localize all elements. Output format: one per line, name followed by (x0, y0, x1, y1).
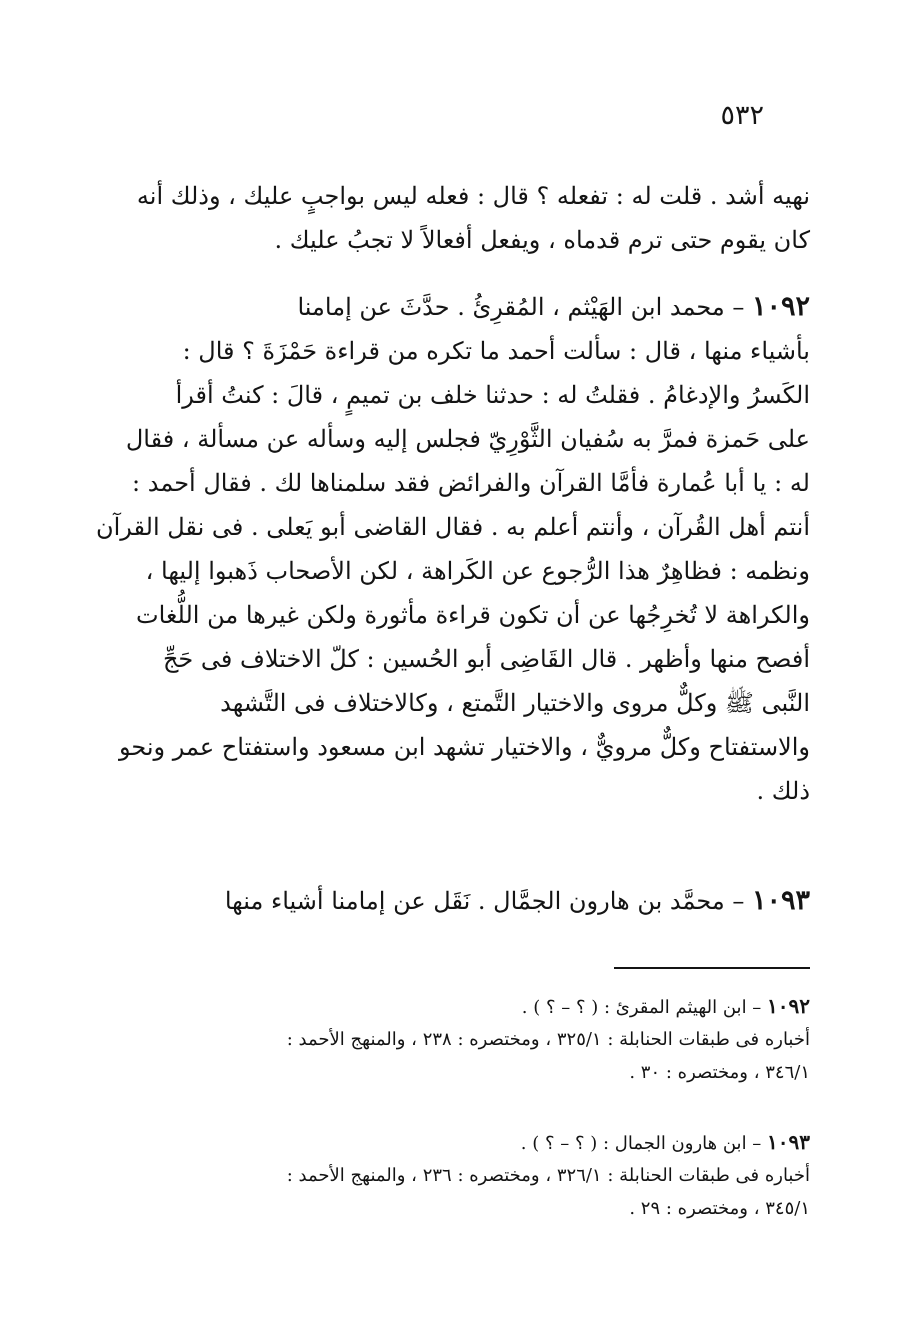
text-line: على حَمزة فمرَّ به سُفيان الثَّوْرِيّ فجلس إليه وسأله عن مسألة ، فقال (125, 425, 810, 453)
footnote-number: ١٠٩٢ (767, 994, 810, 1018)
footnote-1093 (104, 1126, 810, 1225)
footnote-heading-line (104, 1126, 810, 1159)
paragraph-continuation (104, 174, 810, 262)
text-line: – محمد ابن الهَيْثم ، المُقرِئُ . حدَّثَ عن إمامنا (297, 293, 745, 321)
text-line: بأشياء منها ، قال : سألت أحمد ما تكره من قراءة حَمْزَةَ ؟ قال : (182, 337, 810, 365)
footnote-divider (614, 967, 810, 969)
footnote-line: أخباره فى طبقات الحنابلة : ٣٢٥/١ ، ومختصره : ٢٣٨ ، والمنهج الأحمد : (286, 1029, 810, 1050)
footnote-line: – ابن هارون الجمال : ( ؟ – ؟ ) . (520, 1133, 762, 1154)
text-line: ونظمه : فظاهِرٌ هذا الرُّجوع عن الكَراهة ، لكن الأصحاب ذَهبوا إليها ، (145, 557, 810, 585)
footnote-line: – ابن الهيثم المقرئ : ( ؟ – ؟ ) . (521, 997, 762, 1018)
entry-number: ١٠٩٣ (751, 885, 810, 916)
entry-1093 (104, 879, 810, 923)
footnote-number: ١٠٩٣ (767, 1130, 810, 1154)
entry-heading-line (104, 879, 810, 923)
page-number: ٥٣٢ (720, 100, 764, 131)
entry-number: ١٠٩٢ (751, 291, 810, 322)
text-line: كان يقوم حتى ترم قدماه ، ويفعل أفعالاً لا تجبُ عليك . (274, 226, 810, 254)
text-line: والاستفتاح وكلٌّ مرويٌّ ، والاختيار تشهد ابن مسعود واستفتاح عمر ونحو (118, 733, 810, 761)
text-line: والكراهة لا تُخرِجُها عن أن تكون قراءة مأثورة ولكن غيرها من اللُّغات (136, 601, 810, 629)
text-line: الكَسرُ والإدغامُ . فقلتُ له : حدثنا خلف بن تميمٍ ، قالَ : كنتُ أقرأ (175, 381, 810, 409)
footnote-1092 (104, 990, 810, 1089)
text-line: له : يا أبا عُمارة فأمَّا القرآن والفرائض فقد سلمناها لك . فقال أحمد : (132, 469, 810, 497)
footnote-line: أخباره فى طبقات الحنابلة : ٣٢٦/١ ، ومختصره : ٢٣٦ ، والمنهج الأحمد : (286, 1165, 810, 1186)
entry-heading-line (104, 285, 810, 329)
text-line: – محمَّد بن هارون الجمَّال . نَقَل عن إمامنا أشياء منها (224, 887, 745, 915)
text-line: نهيه أشد . قلت له : تفعله ؟ قال : فعله ليس بواجبٍ عليك ، وذلك أنه (136, 182, 810, 210)
entry-1092 (95, 285, 810, 813)
text-line: أفصح منها وأظهر . قال القَاضِى أبو الحُسين : كلّ الاختلاف فى حَجِّ (162, 645, 810, 673)
footnote-heading-line (104, 990, 810, 1023)
footnote-line: ٣٤٥/١ ، ومختصره : ٢٩ . (629, 1198, 810, 1219)
text-line: أنتم أهل القُرآن ، وأنتم أعلم به . فقال القاضى أبو يَعلى . فى نقل القرآن (95, 513, 810, 541)
text-line: النَّبى ﷺ وكلٌّ مروى والاختيار التَّمتع ، وكالاختلاف فى التَّشهد (220, 689, 810, 717)
text-line: ذلك . (756, 777, 810, 805)
footnote-line: ٣٤٦/١ ، ومختصره : ٣٠ . (629, 1062, 810, 1083)
